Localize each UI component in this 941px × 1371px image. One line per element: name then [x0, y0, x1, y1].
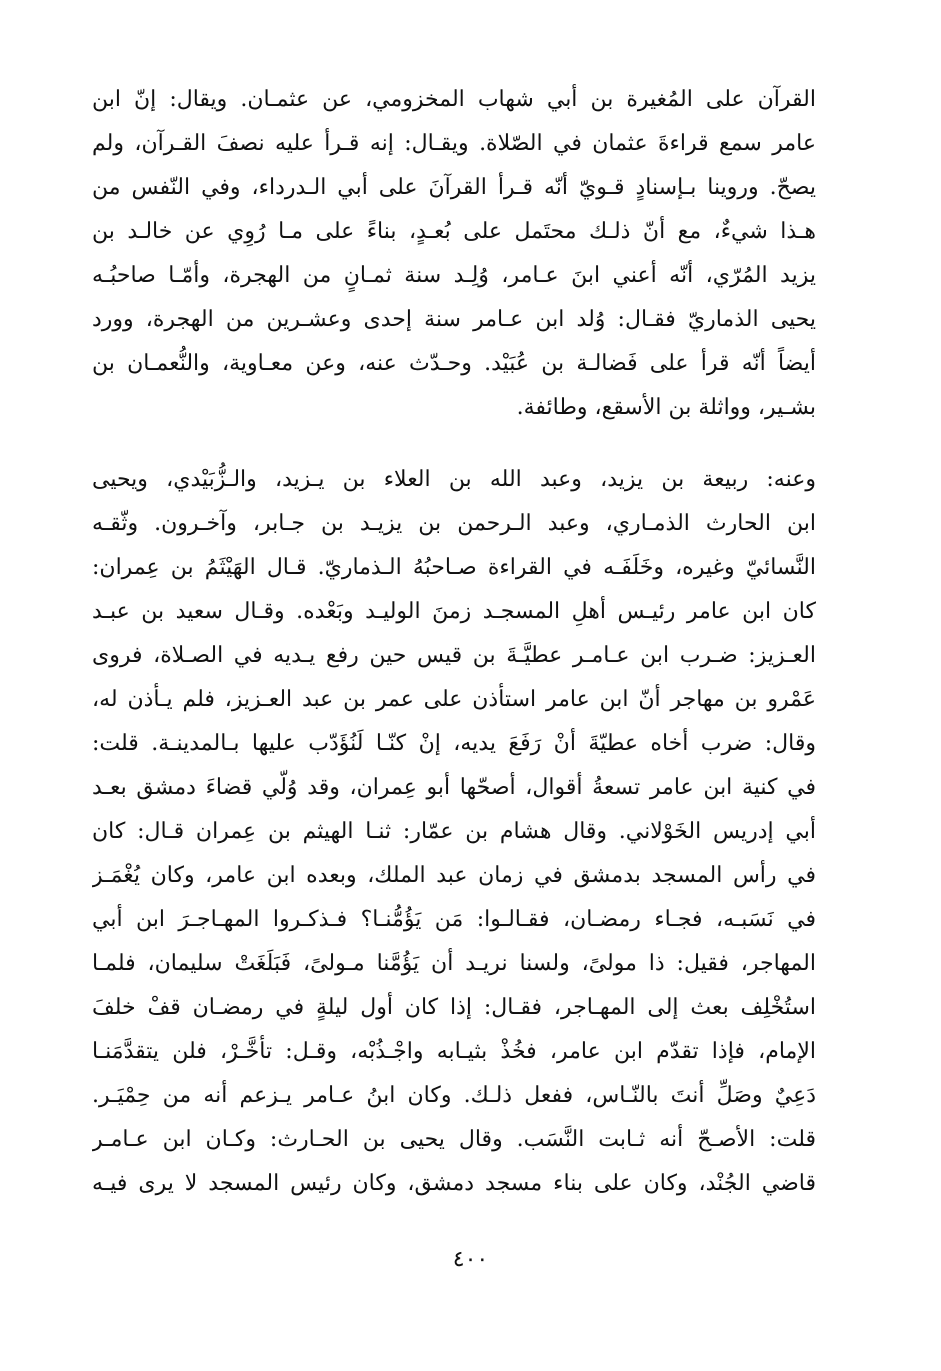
text-line: أيضاً أنّه قرأ على فَضالـة بن عُبَيْد. وحـدّث عنه، وعن معـاوية، والنُّعمـان بن [92, 351, 816, 376]
text-line: في كنية ابن عامر تسعةُ أقوال، أصحّها أبو عِمران، وقد وُلّي قضاءَ دمشق بعـد [92, 775, 816, 800]
text-line: بشـير، وواثلة بن الأسقع، وطائفة. [516, 395, 816, 420]
text-line: عَمْرو بن مهاجر أنّ ابن عامر استأذن على عمر بن عبد العـزيز، فلم يـأذن له، [92, 687, 816, 712]
text-line: وعنه: ربيعة بن يزيد، وعبد الله بن العلاء بن يـزيد، والـزُّبَيْدي، ويحيى [92, 467, 816, 492]
paragraph-2 [92, 458, 816, 1206]
text-line: أبي إدريس الخَوْلاني. وقال هشام بن عمّار: ثنـا الهيثم بن عِمران قـال: كان [92, 819, 816, 844]
text-line: ابن الحارث الذمـاري، وعبد الـرحمن بن يزيـد بن جـابر، وآخـرون. وثّقـه [92, 511, 816, 536]
text-line: يصحّ. وروينا بـإسنادٍ قـويّ أنّه قـرأ القرآنَ على أبي الـدرداء، وفي النّفس من [92, 175, 816, 200]
text-line: وقال: ضرب أخاه عطيّةَ أنْ رَفَعَ يديه، إنْ كنّـا لَنُؤَدّب عليها بـالمدينـة. قلت: [92, 731, 816, 756]
text-line: استُخْلِف بعث إلى المهـاجر، فقـال: إذا كان أول ليلةٍ في رمضـان قفْ خلفَ [92, 995, 816, 1020]
text-line: عامر سمع قراءةَ عثمان في الصّلاة. ويقـال: إنه قـرأ عليه نصفَ القـرآن، ولم [92, 131, 816, 156]
text-line: الإمام، فإذا تقدّم ابن عامر، فخُذْ بثيـابه واجْـذُبْه، وقـل: تأخَّـرْ، فلن يتقدَّمَنـا [92, 1039, 816, 1064]
text-line: العـزيز: ضـرب ابن عـامـر عطيَّـةَ بن قيس حين رفع يـديه في الصـلاة، فروى [92, 643, 816, 668]
text-line: دَعِيٌ وصَلِّ أنتَ بالنّـاس، ففعل ذلـك. وكان ابنُ عـامر يـزعم أنه من حِمْيَـر. [92, 1083, 816, 1108]
text-line: النَّسائيّ وغيره، وخَلَفَـه في القراءة صـاحبُهُ الـذماريّ. قـال الهَيْثَمُ بن عِمران: [92, 555, 816, 580]
paragraph-1 [92, 78, 816, 430]
text-line: القرآن على المُغيرة بن أبي شهاب المخزومي، عن عثمـان. ويقال: إنّ ابن [92, 87, 816, 112]
text-line: كان ابن عامر رئيـس أهلِ المسجـد زمنَ الوليـد وبَعْده. وقـال سعيد بن عبـد [92, 599, 816, 624]
text-line: يحيى الذماريّ فقـال: وُلد ابن عـامر سنة إحدى وعشـرين من الهجرة، وورد [92, 307, 816, 332]
text-line: في رأس المسجد بدمشق في زمان عبد الملك، وبعده ابن عامر، وكان يُغْمَـز [92, 863, 816, 888]
text-line: هـذا شيءٌ، مع أنّ ذلـك محتَمل على بُعـدٍ، بناءً على مـا رُوِي عن خالـد بن [92, 219, 816, 244]
text-line: في نَسَبـه، فجـاء رمضـان، فقـالـوا: مَن يَؤُمُّنـا؟ فـذكـروا المهـاجـرَ ابن أبي [92, 907, 816, 932]
page-number: ٤٠٠ [452, 1247, 489, 1272]
text-line: يزيد المُرّي، أنّه أعني ابنَ عـامر، وُلِـد سنة ثمـانٍ من الهجرة، وأمّـا صاحبُـه [92, 263, 816, 288]
text-line: قاضي الجُنْد، وكان على بناء مسجد دمشق، وكان رئيس المسجد لا يرى فيـه [92, 1171, 816, 1196]
text-line: المهاجر، فقيل: ذا مولىً، ولسنا نريـد أن يَؤُمَّنا مـولىً، فَبَلَغَتْ سليمان، فلمـا [92, 951, 816, 976]
text-line: قلت: الأصـحّ أنه ثـابت النَّسَب. وقال يحيى بن الحـارث: وكـان ابن عـامـر [92, 1127, 816, 1152]
